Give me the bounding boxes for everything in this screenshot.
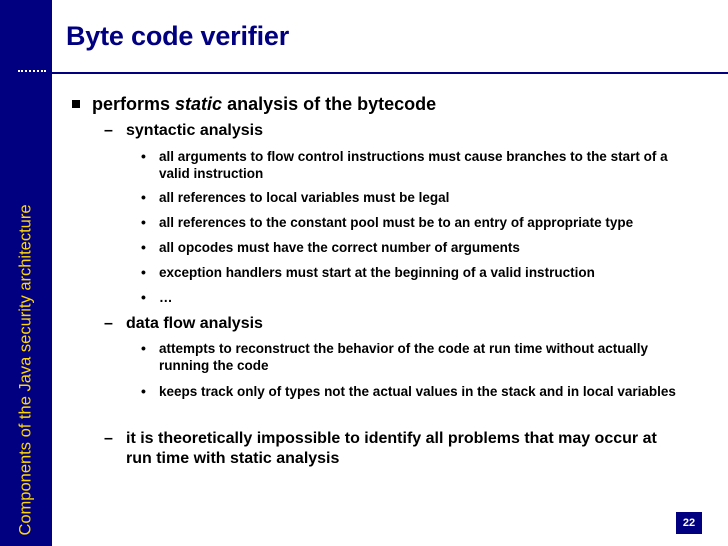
list-item-text: all arguments to flow control instructions must cause branches to the start of a valid instruction bbox=[159, 149, 668, 181]
sub-bullet-label: data flow analysis bbox=[126, 315, 263, 332]
dot-bullet-icon: • bbox=[141, 148, 146, 164]
sidebar-title: Components of the Java security architecture bbox=[16, 204, 35, 536]
dot-bullet-icon: • bbox=[141, 214, 146, 230]
dot-bullet-icon: • bbox=[141, 289, 146, 305]
dot-bullet-icon: • bbox=[141, 340, 146, 356]
list-item-text: … bbox=[159, 290, 173, 305]
dash-bullet-icon: – bbox=[104, 430, 113, 447]
main-bullet-text bbox=[92, 93, 436, 115]
main-bullet-pre: performs bbox=[92, 94, 176, 114]
square-bullet-icon bbox=[72, 100, 80, 108]
sub-bullet-label: it is theoretically impossible to identify all problems that may occur at run time with static analysis bbox=[126, 430, 657, 467]
list-item-text: all references to the constant pool must be to an entry of appropriate type bbox=[159, 215, 634, 230]
main-bullet-emphasis: static bbox=[175, 94, 223, 114]
page-number: 22 bbox=[676, 512, 702, 534]
dash-bullet-icon: – bbox=[104, 315, 113, 332]
page-title: Byte code verifier bbox=[66, 21, 289, 51]
list-item-text: all references to local variables must be legal bbox=[159, 190, 450, 205]
list-item-text: keeps track only of types not the actual values in the stack and in local variables bbox=[159, 384, 676, 399]
list-item-text: all opcodes must have the correct number of arguments bbox=[159, 240, 520, 255]
dash-bullet-icon: – bbox=[104, 122, 113, 139]
dot-bullet-icon: • bbox=[141, 189, 146, 205]
dot-bullet-icon: • bbox=[141, 264, 146, 280]
dot-bullet-icon: • bbox=[141, 383, 146, 399]
list-item-text: attempts to reconstruct the behavior of the code at run time without actually running the code bbox=[159, 341, 649, 373]
list-item-text: exception handlers must start at the beginning of a valid instruction bbox=[159, 265, 595, 280]
main-bullet-post: analysis of the bytecode bbox=[222, 94, 437, 114]
sub-bullet-label: syntactic analysis bbox=[126, 122, 263, 139]
dot-bullet-icon: • bbox=[141, 239, 146, 255]
